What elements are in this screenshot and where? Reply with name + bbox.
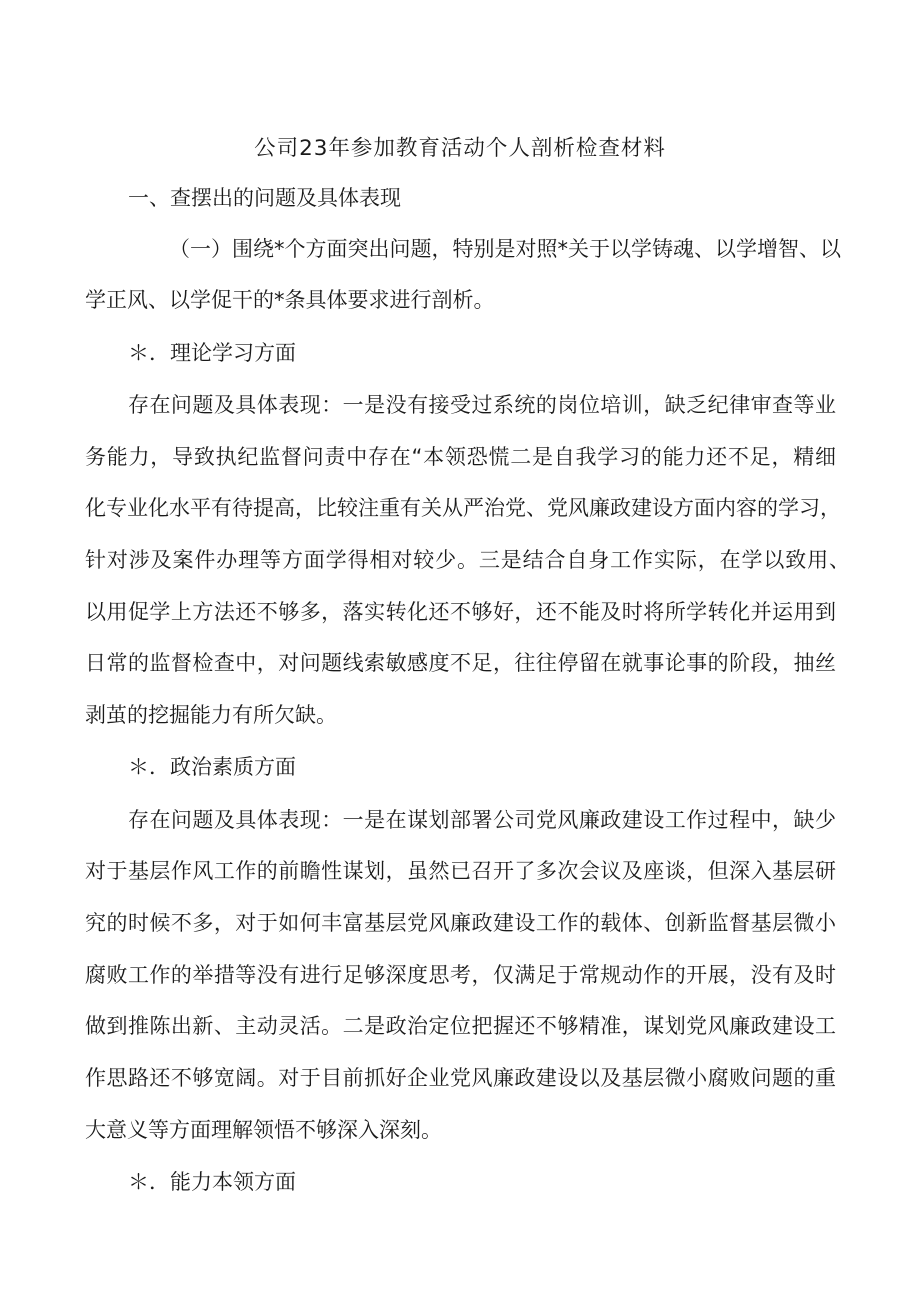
paragraph-line: 大意义等方面理解领悟不够深入深刻。	[85, 1118, 442, 1142]
paragraph-line: 存在问题及具体表现：一是在谋划部署公司党风廉政建设工作过程中，缺少	[128, 808, 836, 832]
section-heading-politics: ＊．政治素质方面	[128, 755, 296, 779]
paragraph-line: 腐败工作的举措等没有进行足够深度思考，仅满足于常规动作的开展，没有及时	[85, 963, 836, 987]
document-title: 公司23年参加教育活动个人剖析检查材料	[254, 136, 666, 161]
paragraph-line: 务能力，导致执纪监督问责中存在“本领恐慌二是自我学习的能力还不足，精细	[85, 445, 836, 469]
paragraph-line: 究的时候不多，对于如何丰富基层党风廉政建设工作的载体、创新监督基层微小	[85, 911, 836, 935]
paragraph-line: 日常的监督检查中，对问题线索敏感度不足，往往停留在就事论事的阶段，抽丝	[85, 651, 836, 675]
paragraph-line: 化专业化水平有待提高，比较注重有关从严治党、党风廉政建设方面内容的学习，	[85, 496, 841, 520]
paragraph-line: 针对涉及案件办理等方面学得相对较少。三是结合自身工作实际，在学以致用、	[85, 548, 850, 572]
paragraph-line: 以用促学上方法还不够多，落实转化还不够好，还不能及时将所学转化并运用到	[85, 600, 836, 624]
paragraph-line: 存在问题及具体表现：一是没有接受过系统的岗位培训，缺乏纪律审查等业	[128, 393, 836, 417]
section-heading-theory: ＊．理论学习方面	[128, 341, 296, 365]
section-heading-ability: ＊．能力本领方面	[128, 1170, 296, 1194]
paragraph-line: 剥茧的挖掘能力有所欠缺。	[85, 703, 337, 727]
sub-heading-line: 学正风、以学促干的*条具体要求进行剖析。	[85, 288, 495, 312]
paragraph-line: 做到推陈出新、主动灵活。二是政治定位把握还不够精准，谋划党风廉政建设工	[85, 1014, 836, 1038]
paragraph-line: 作思路还不够宽阔。对于目前抓好企业党风廉政建设以及基层微小腐败问题的重	[85, 1066, 836, 1090]
paragraph-line: 对于基层作风工作的前瞻性谋划，虽然已召开了多次会议及座谈，但深入基层研	[85, 859, 836, 883]
sub-heading-line: （一）围绕*个方面突出问题，特别是对照*关于以学铸魂、以学增智、以	[169, 237, 841, 261]
heading-1: 一、查摆出的问题及具体表现	[128, 186, 401, 210]
